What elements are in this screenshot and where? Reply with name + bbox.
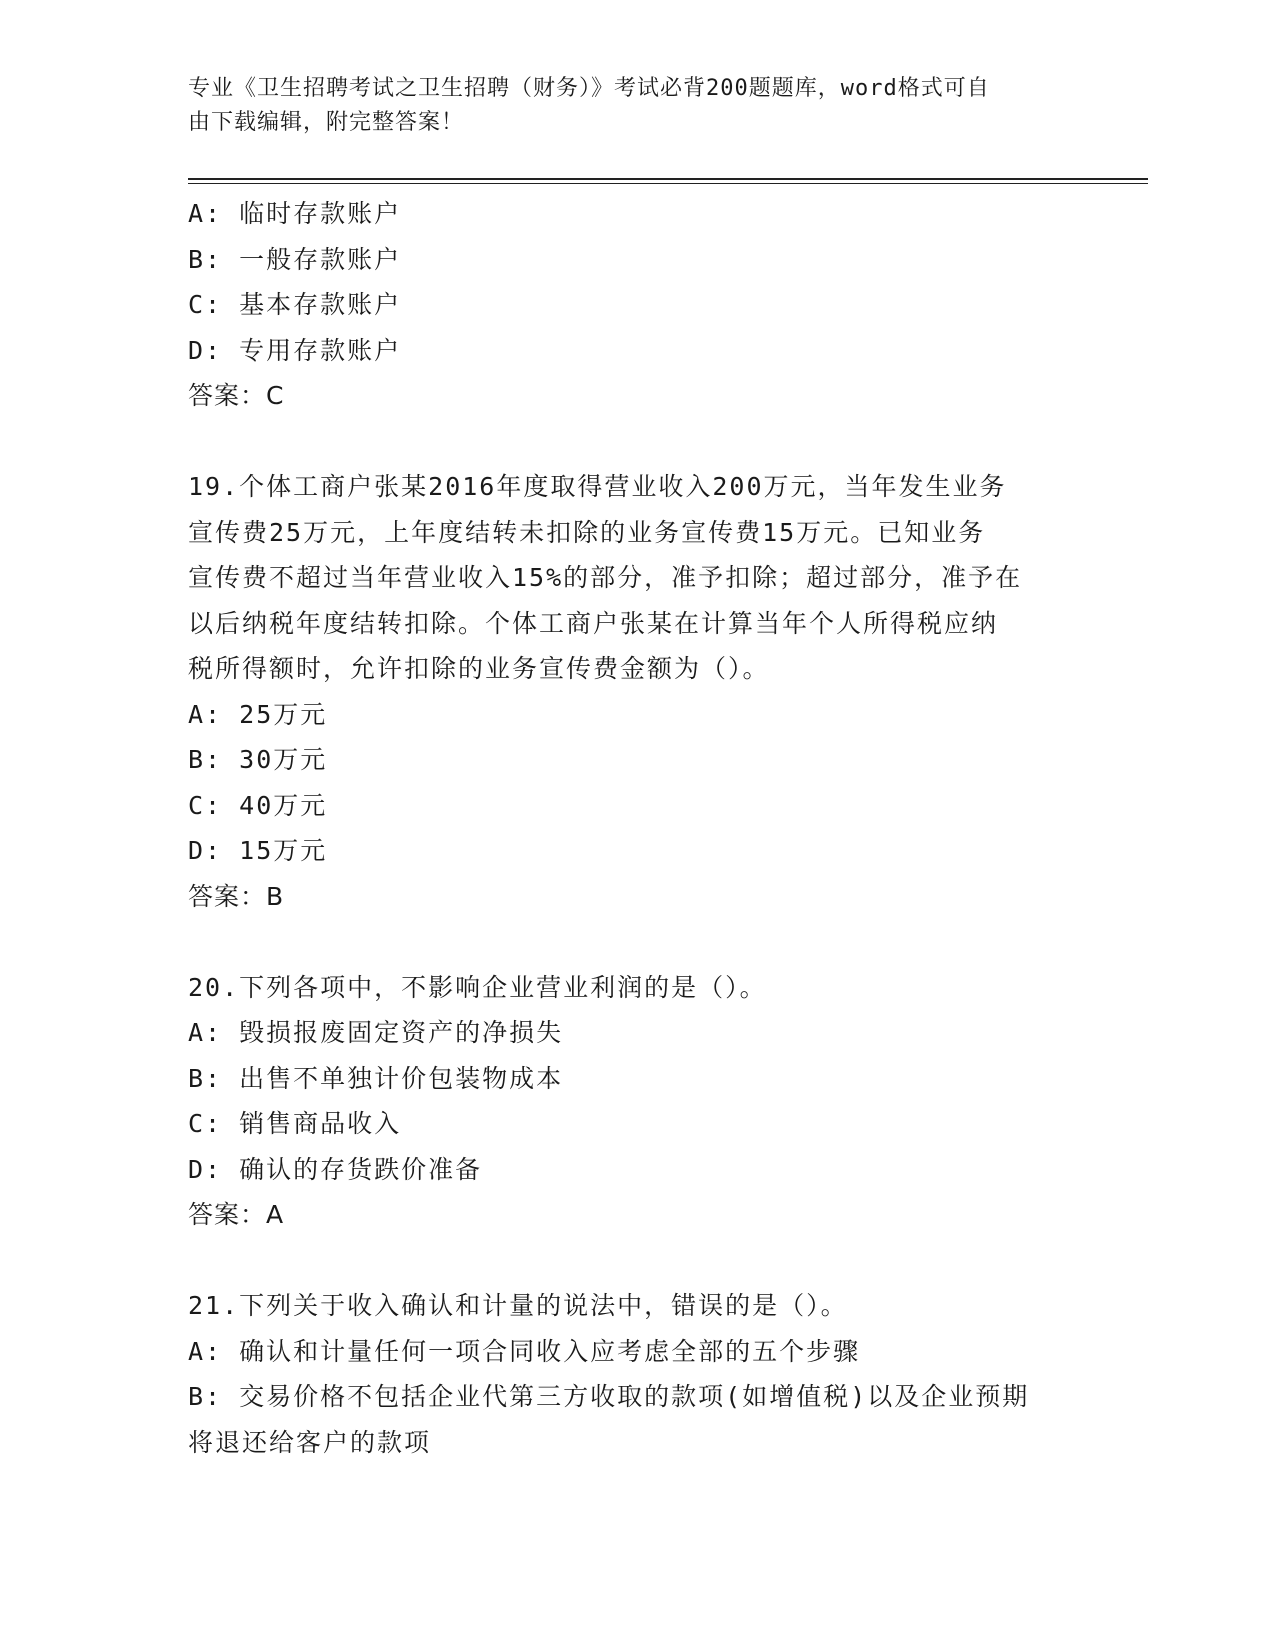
- option-c: C: 销售商品收入: [188, 1109, 402, 1138]
- question-stem: 以后纳税年度结转扣除。个体工商户张某在计算当年个人所得税应纳: [188, 608, 999, 638]
- spacer: [188, 1238, 1088, 1284]
- question-20: [188, 965, 1088, 1238]
- header-title-line-1: 专业《卫生招聘考试之卫生招聘（财务）》考试必背200题题库，word格式可自: [188, 76, 990, 101]
- option-d: D: 确认的存货跌价准备: [188, 1154, 483, 1184]
- option-b: B: 交易价格不包括企业代第三方收取的款项(如增值税)以及企业预期: [188, 1382, 1030, 1411]
- header-title-line-2: 由下载编辑，附完整答案！: [188, 110, 465, 135]
- question-stem: 19.个体工商户张某2016年度取得营业收入200万元，当年发生业务: [188, 472, 1007, 501]
- answer: 答案：A: [188, 1200, 285, 1229]
- question-18: [188, 191, 1088, 419]
- question-stem: 宣传费不超过当年营业收入15%的部分，准予扣除；超过部分，准予在: [188, 563, 1023, 592]
- question-stem: 20.下列各项中，不影响企业营业利润的是（）。: [188, 972, 767, 1002]
- option-c: C: 基本存款账户: [188, 290, 402, 319]
- answer: 答案：C: [188, 381, 285, 410]
- option-b: B: 出售不单独计价包装物成本: [188, 1063, 564, 1093]
- option-b: B: 30万元: [188, 745, 328, 774]
- option-b: B: 一般存款账户: [188, 244, 402, 274]
- answer: 答案：B: [188, 881, 285, 911]
- option-a: A: 毁损报废固定资产的净损失: [188, 1018, 564, 1047]
- option-a: A: 确认和计量任何一项合同收入应考虑全部的五个步骤: [188, 1336, 861, 1366]
- question-stem: 税所得额时，允许扣除的业务宣传费金额为（）。: [188, 654, 770, 683]
- question-stem: 21.下列关于收入确认和计量的说法中，错误的是（）。: [188, 1291, 848, 1320]
- option-d: D: 专用存款账户: [188, 335, 402, 365]
- question-list: [188, 191, 1088, 1465]
- question-19: [188, 464, 1088, 919]
- option-d: D: 15万元: [188, 836, 328, 865]
- spacer: [188, 419, 1088, 465]
- question-21: [188, 1283, 1088, 1465]
- option-a: A: 25万元: [188, 699, 328, 729]
- header-divider: [188, 178, 1148, 184]
- option-c: C: 40万元: [188, 790, 328, 820]
- question-stem: 宣传费25万元，上年度结转未扣除的业务宣传费15万元。已知业务: [188, 517, 986, 547]
- document-header: [188, 72, 1068, 140]
- option-b-continued: 将退还给客户的款项: [188, 1427, 432, 1457]
- spacer: [188, 919, 1088, 965]
- option-a: A: 临时存款账户: [188, 199, 402, 228]
